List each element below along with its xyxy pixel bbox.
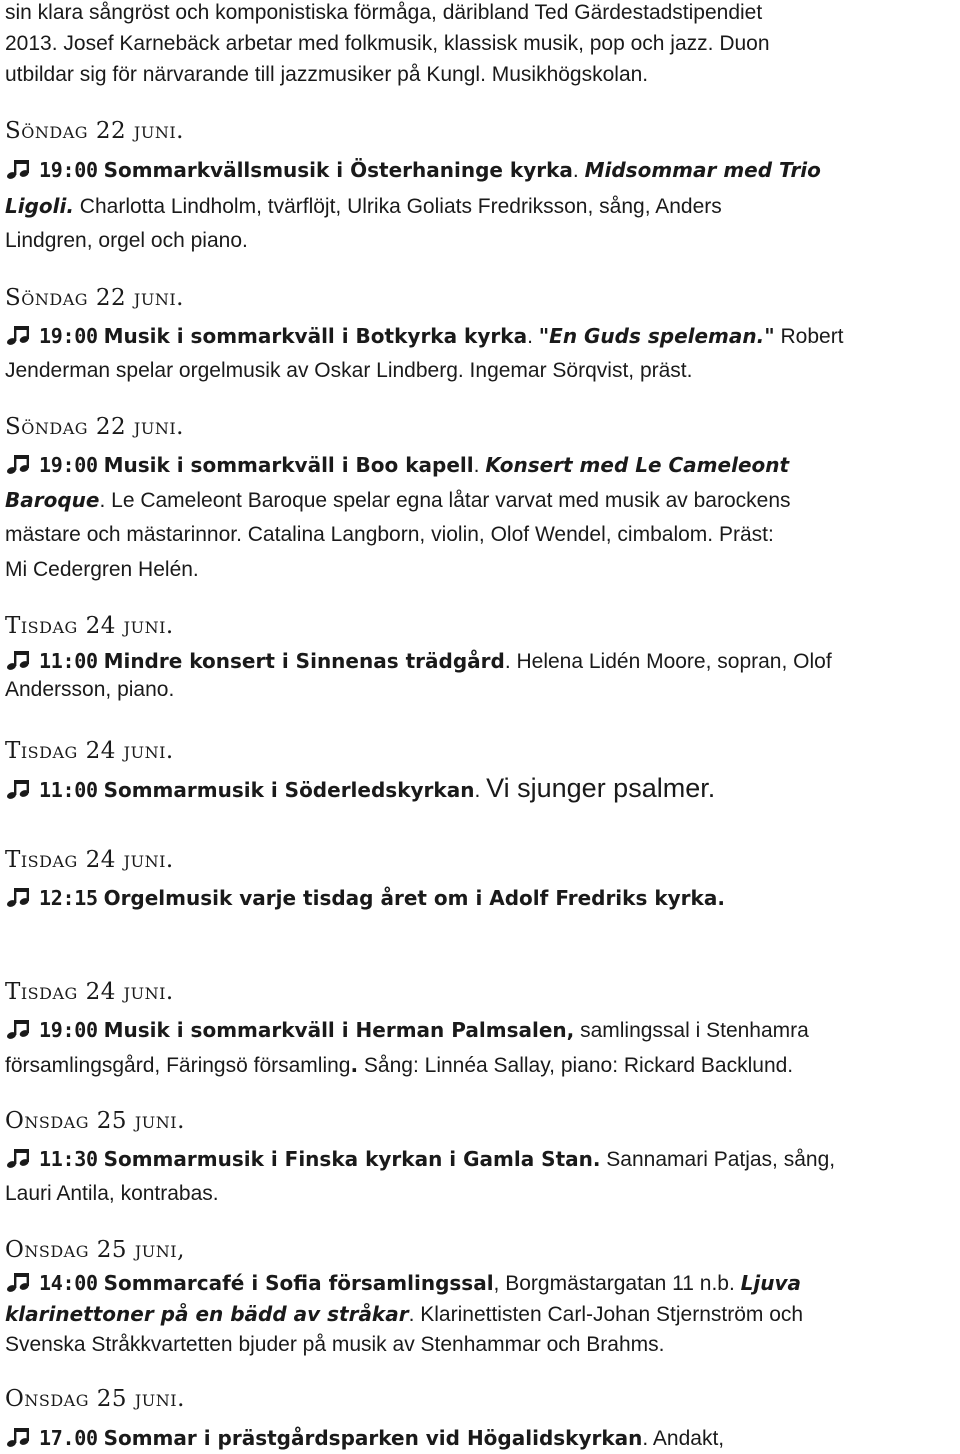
event-subtitle: Konsert med Le Cameleont (485, 453, 790, 477)
event-time: 11:30 (39, 1147, 98, 1171)
event-time: 12:15 (39, 886, 98, 910)
event-title: Sommarcafé i Sofia församlingssal (103, 1271, 494, 1295)
event-text-line: Jenderman spelar orgelmusik av Oskar Lindberg. Ingemar Sörqvist, präst. (5, 359, 693, 382)
event-time: 17.00 (39, 1426, 98, 1450)
event-title-line: 11:30 Sommarmusik i Finska kyrkan i Gamla Stan. Sannamari Patjas, sång, (5, 1146, 956, 1173)
date-heading: Söndag 22 juni. (5, 285, 184, 311)
event-time: 19:00 (39, 324, 98, 348)
music-note-icon (5, 886, 33, 908)
event-subtitle: Vi sjunger psalmer. (486, 773, 716, 803)
music-note-icon (5, 778, 33, 800)
event-time: 19:00 (39, 158, 98, 182)
music-note-icon (5, 1018, 33, 1040)
event-text-line: Mi Cedergren Helén. (5, 558, 199, 581)
event-title: Sommarmusik i Finska kyrkan i Gamla Stan. (103, 1147, 601, 1171)
event-title-line: 14:00 Sommarcafé i Sofia församlingssal, Borgmästargatan 11 n.b. Ljuva (5, 1270, 956, 1297)
date-heading: Tisdag 24 juni. (5, 738, 174, 764)
event-title: Sommarkvällsmusik i Österhaninge kyrka (103, 158, 573, 182)
event-subtitle: Midsommar med Trio (584, 158, 821, 182)
event-title-line: 19:00 Musik i sommarkväll i Botkyrka kyrka. "En Guds speleman." Robert (5, 323, 956, 350)
event-title: Mindre konsert i Sinnenas trädgård (103, 649, 505, 673)
event-time: 19:00 (39, 453, 98, 477)
date-heading: Söndag 22 juni. (5, 118, 184, 144)
event-title: Musik i sommarkväll i Botkyrka kyrka (103, 324, 528, 348)
event-title-line: 17.00 Sommar i prästgårdsparken vid Högalidskyrkan. Andakt, (5, 1425, 956, 1452)
event-text-line: församlingsgård, Färingsö församling. Sång: Linnéa Sallay, piano: Rickard Backlund. (5, 1053, 794, 1077)
music-note-icon (5, 649, 33, 671)
event-text-line: klarinettoner på en bädd av stråkar. Klarinettisten Carl-Johan Stjernström och (5, 1302, 804, 1326)
intro-line: 2013. Josef Karnebäck arbetar med folkmusik, klassisk musik, pop och jazz. Duon (5, 32, 770, 55)
event-subtitle: Ljuva (740, 1271, 802, 1295)
event-time: 19:00 (39, 1018, 98, 1042)
music-note-icon (5, 158, 33, 180)
intro-line: sin klara sångröst och komponistiska förmåga, däribland Ted Gärdestadstipendiet (5, 1, 763, 24)
date-heading: Söndag 22 juni. (5, 414, 184, 440)
event-title: Sommar i prästgårdsparken vid Högalidskyrkan (103, 1426, 643, 1450)
date-heading: Onsdag 25 juni. (5, 1108, 185, 1134)
event-title: Musik i sommarkväll i Boo kapell (103, 453, 474, 477)
event-text-line: Svenska Stråkkvartetten bjuder på musik av Stenhammar och Brahms. (5, 1333, 665, 1356)
event-time: 14:00 (39, 1271, 98, 1295)
event-time: 11:00 (39, 649, 98, 673)
music-note-icon (5, 1426, 33, 1448)
event-title-line: 19:00 Musik i sommarkväll i Herman Palmsalen, samlingssal i Stenhamra (5, 1017, 956, 1044)
event-title: Sommarmusik i Söderledskyrkan (103, 778, 475, 802)
event-title-line: 19:00 Musik i sommarkväll i Boo kapell. Konsert med Le Cameleont (5, 452, 956, 479)
event-subtitle: "En Guds speleman." (538, 324, 775, 348)
date-heading: Onsdag 25 juni, (5, 1237, 185, 1263)
event-text-line: Lauri Antila, kontrabas. (5, 1182, 219, 1205)
date-heading: Tisdag 24 juni. (5, 979, 174, 1005)
event-title-line: 11:00 Mindre konsert i Sinnenas trädgård. Helena Lidén Moore, sopran, Olof (5, 648, 956, 675)
event-title: Musik i sommarkväll i Herman Palmsalen, (103, 1018, 575, 1042)
intro-line: utbildar sig för närvarande till jazzmusiker på Kungl. Musikhögskolan. (5, 63, 649, 86)
music-note-icon (5, 1271, 33, 1293)
event-text-line: Ligoli. Charlotta Lindholm, tvärflöjt, Ulrika Goliats Fredriksson, sång, Anders (5, 194, 722, 218)
music-note-icon (5, 453, 33, 475)
music-note-icon (5, 324, 33, 346)
date-heading: Tisdag 24 juni. (5, 613, 174, 639)
event-title-line (5, 885, 956, 912)
event-time: 11:00 (39, 778, 98, 802)
music-note-icon (5, 1147, 33, 1169)
event-title: Orgelmusik varje tisdag året om i Adolf Fredriks kyrka. (103, 886, 725, 910)
event-title-line: 11:00 Sommarmusik i Söderledskyrkan. Vi sjunger psalmer. (5, 775, 956, 804)
event-text-line: Lindgren, orgel och piano. (5, 229, 248, 252)
event-text-line: Andersson, piano. (5, 678, 175, 701)
date-heading: Onsdag 25 juni. (5, 1386, 185, 1412)
date-heading: Tisdag 24 juni. (5, 847, 174, 873)
event-text-line: mästare och mästarinnor. Catalina Langborn, violin, Olof Wendel, cimbalom. Präst: (5, 523, 774, 546)
event-text-line: Baroque. Le Cameleont Baroque spelar egna låtar varvat med musik av barockens (5, 488, 791, 512)
event-title-line: 19:00 Sommarkvällsmusik i Österhaninge kyrka. Midsommar med Trio (5, 157, 956, 184)
